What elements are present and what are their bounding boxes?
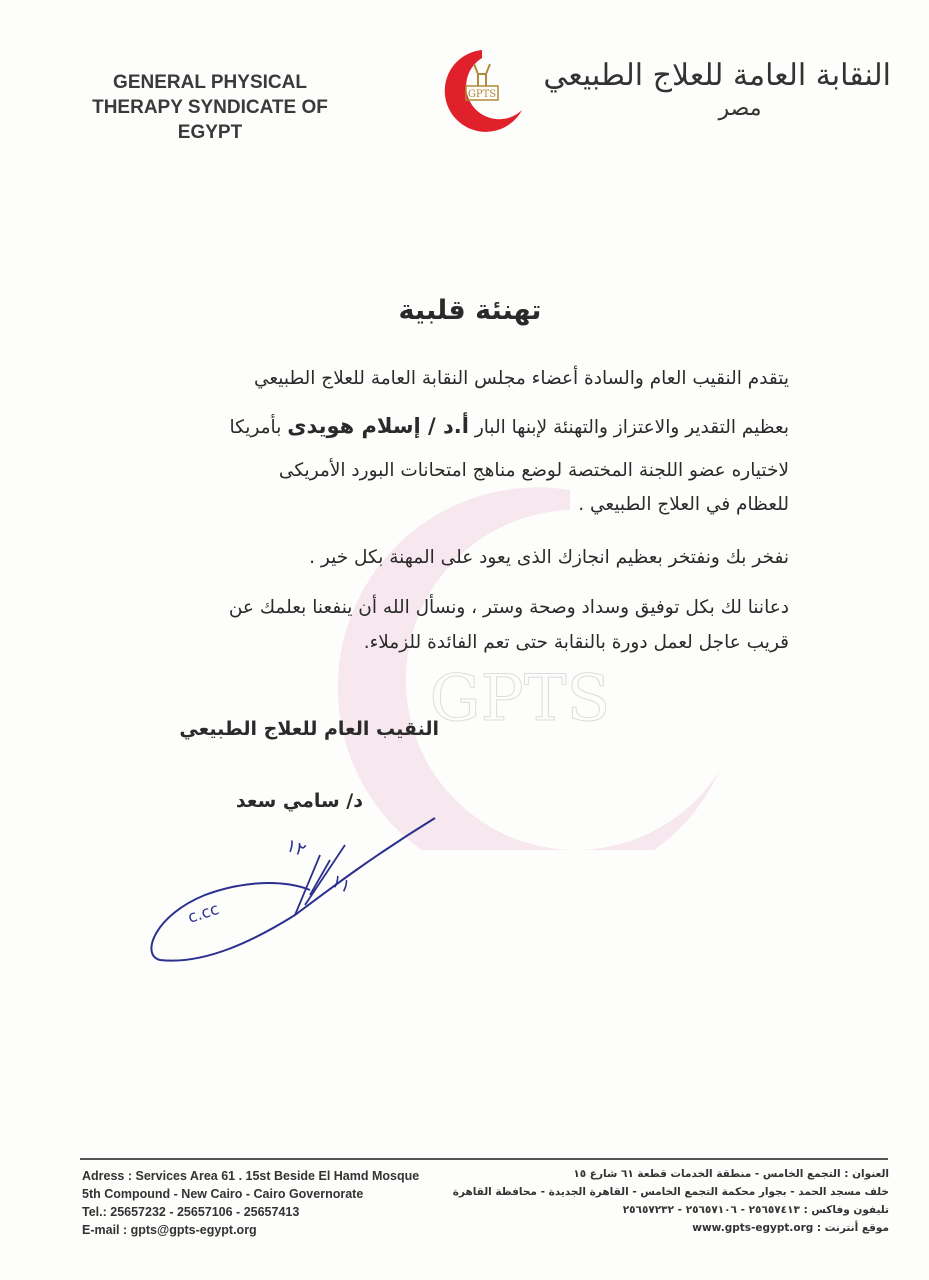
signature-mark-2: ١١ [327,870,355,898]
line2-pre: بعظيم التقدير والاعتزاز والتهنئة لإبنها البار [474,417,789,438]
honoree-name: أ.د / إسلام هويدى [287,414,469,438]
watermark-text: GPTS [429,662,611,736]
footer-english [82,1167,419,1239]
handwritten-signature [145,815,445,965]
letter-line-3: لاختياره عضو اللجنة المختصة لوضع مناهج امتحانات البورد الأمريكى [278,460,789,481]
signatory-title: النقيب العام للعلاج الطبيعي [179,718,439,740]
footer-ar-line-3: تليفون وفاكس : ٢٥٦٥٧٤١٣ - ٢٥٦٥٧١٠٦ - ٢٥٦٥٧٢٣٢ [622,1204,889,1216]
footer-ar-line-1: العنوان : التجمع الخامس - منطقة الخدمات قطعة ٦١ شارع ١٥ [573,1168,889,1180]
en-name-line-2: THERAPY SYNDICATE OF [92,97,328,118]
syndicate-name-arabic: النقابة العامة للعلاج الطبيعي [543,58,891,93]
footer-address-2: 5th Compound - New Cairo - Cairo Governorate [82,1187,364,1201]
footer-ar-line-2: خلف مسجد الحمد - بجوار محكمة التجمع الخامس - القاهرة الجديدة - محافظة القاهرة [452,1186,889,1198]
letter-line-6: دعاننا لك بكل توفيق وسداد وصحة وستر ، ونسأل الله أن ينفعنا بعلمك عن [228,597,789,618]
signatory-name: د/ سامي سعد [235,790,363,812]
gpts-logo [434,48,530,134]
signature-mark-1: ١٢ [283,834,309,862]
letter-line-2 [139,414,789,438]
letter-line-4: للعظام في العلاج الطبيعي . [578,494,789,515]
country-arabic: مصر [718,96,762,121]
signature-mark-3: c.cc [185,899,222,927]
letter-line-7: قريب عاجل لعمل دورة بالنقابة حتى تعم الفائدة للزملاء. [363,632,789,653]
letter-line-1: يتقدم النقيب العام والسادة أعضاء مجلس النقابة العامة للعلاج الطبيعي [253,368,789,389]
footer-address-1: Adress : Services Area 61 . 15st Beside El Hamd Mosque [82,1169,420,1183]
syndicate-name-english [70,70,350,145]
en-name-line-3: EGYPT [177,122,243,143]
en-name-line-1: GENERAL PHYSICAL [113,72,307,93]
letter-line-5: نفخر بك ونفتخر بعظيم انجازك الذى يعود على المهنة بكل خير . [309,547,789,568]
footer-email: E-mail : gpts@gpts-egypt.org [82,1223,257,1237]
footer-ar-line-4: موقع أنترنت : www.gpts-egypt.org [692,1222,889,1234]
footer-tel: Tel.: 25657232 - 25657106 - 25657413 [82,1205,300,1219]
line2-post: بأمريكا [229,417,282,438]
letter-title: تهنئة قلبية [398,295,542,326]
logo-text: GPTS [467,89,497,100]
logo-figure-icon [474,64,490,86]
footer-arabic [453,1165,889,1237]
footer-divider [80,1158,888,1160]
